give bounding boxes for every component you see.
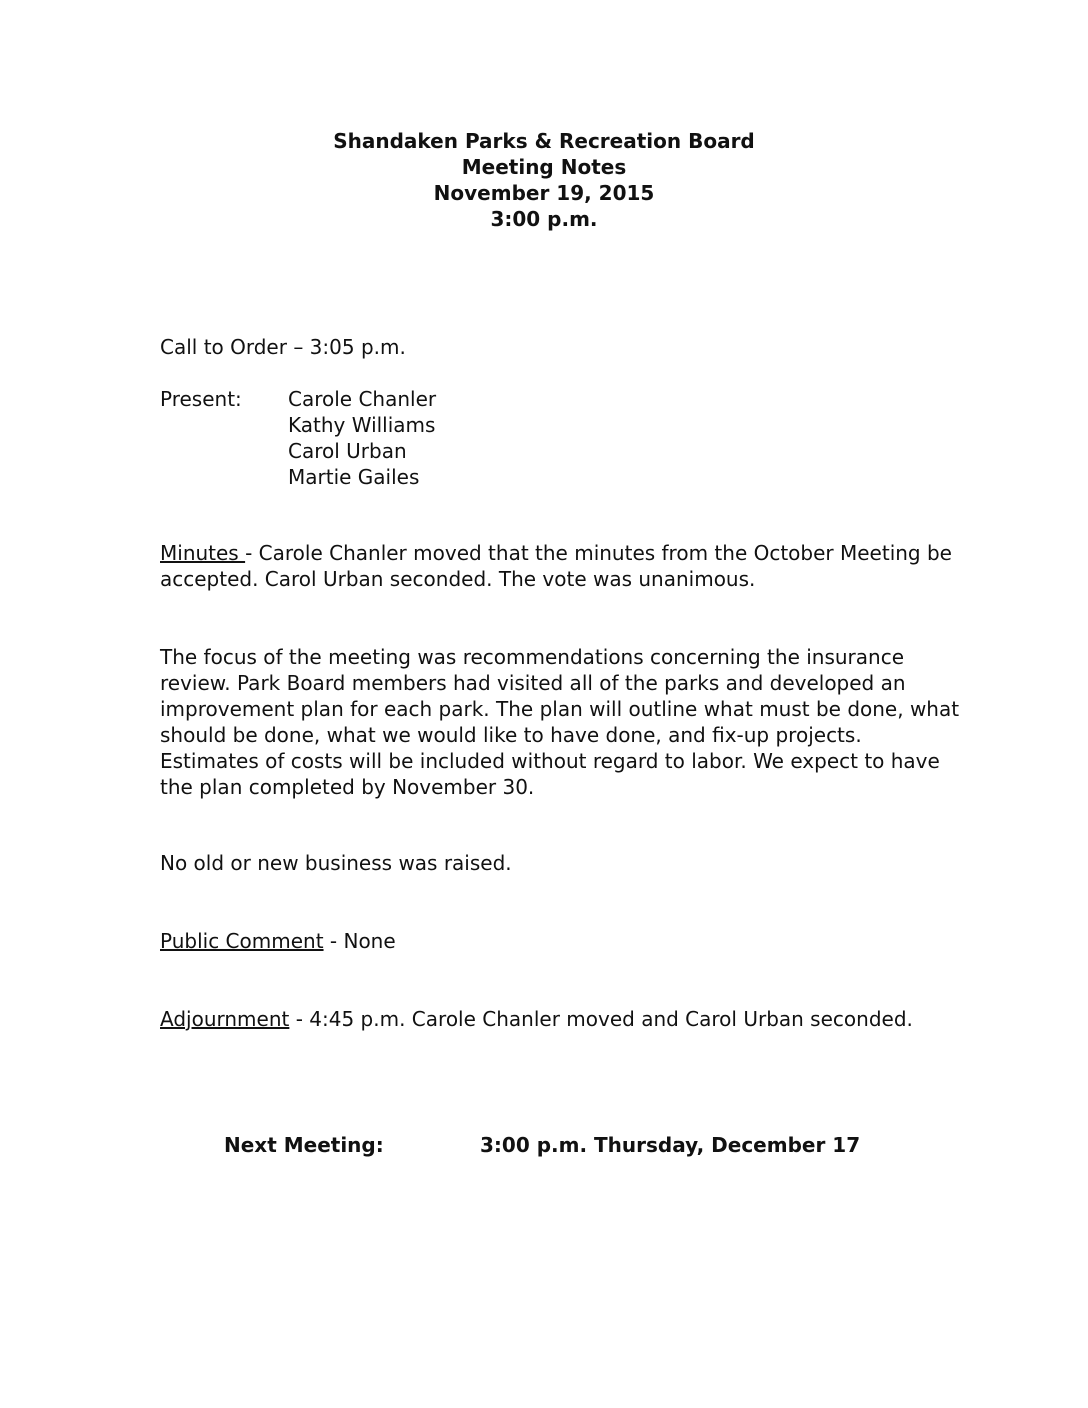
meeting-date: November 19, 2015 bbox=[433, 181, 655, 205]
public-comment-heading: Public Comment bbox=[160, 929, 324, 953]
paragraph-line: the plan completed by November 30. bbox=[160, 775, 535, 799]
document-type: Meeting Notes bbox=[461, 155, 627, 179]
focus-paragraph bbox=[160, 644, 959, 800]
attendee-name: Kathy Williams bbox=[288, 413, 436, 437]
paragraph-line: Estimates of costs will be included without regard to labor. We expect to have bbox=[160, 749, 940, 773]
public-comment bbox=[160, 928, 396, 954]
document-header bbox=[0, 128, 1088, 232]
minutes-heading: Minutes bbox=[160, 541, 246, 565]
present-label: Present: bbox=[160, 387, 242, 411]
next-meeting-label: Next Meeting: bbox=[224, 1133, 384, 1157]
attendee-name: Carole Chanler bbox=[288, 387, 437, 411]
adjournment-text: - 4:45 p.m. Carole Chanler moved and Carol Urban seconded. bbox=[289, 1007, 913, 1031]
minutes-section bbox=[160, 540, 952, 592]
adjournment bbox=[160, 1006, 913, 1032]
paragraph-line: improvement plan for each park. The plan will outline what must be done, what bbox=[160, 697, 960, 721]
adjournment-heading: Adjournment bbox=[160, 1007, 290, 1031]
business-note: No old or new business was raised. bbox=[160, 851, 512, 875]
paragraph-line: review. Park Board members had visited all of the parks and developed an bbox=[160, 671, 906, 695]
attendee-name: Martie Gailes bbox=[288, 465, 420, 489]
minutes-text: - Carole Chanler moved that the minutes from the October Meeting be bbox=[245, 541, 952, 565]
meeting-time: 3:00 p.m. bbox=[490, 207, 598, 231]
minutes-line-1 bbox=[160, 540, 952, 566]
present-names-list bbox=[288, 386, 436, 490]
attendee-name: Carol Urban bbox=[288, 439, 407, 463]
next-meeting-value: 3:00 p.m. Thursday, December 17 bbox=[480, 1133, 861, 1157]
paragraph-line: The focus of the meeting was recommendations concerning the insurance bbox=[160, 645, 905, 669]
call-to-order: Call to Order – 3:05 p.m. bbox=[160, 335, 406, 359]
minutes-line-2: accepted. Carol Urban seconded. The vote was unanimous. bbox=[160, 567, 756, 591]
paragraph-line: should be done, what we would like to have done, and fix-up projects. bbox=[160, 723, 862, 747]
organization-title: Shandaken Parks & Recreation Board bbox=[333, 129, 755, 153]
public-comment-text: - None bbox=[323, 929, 396, 953]
